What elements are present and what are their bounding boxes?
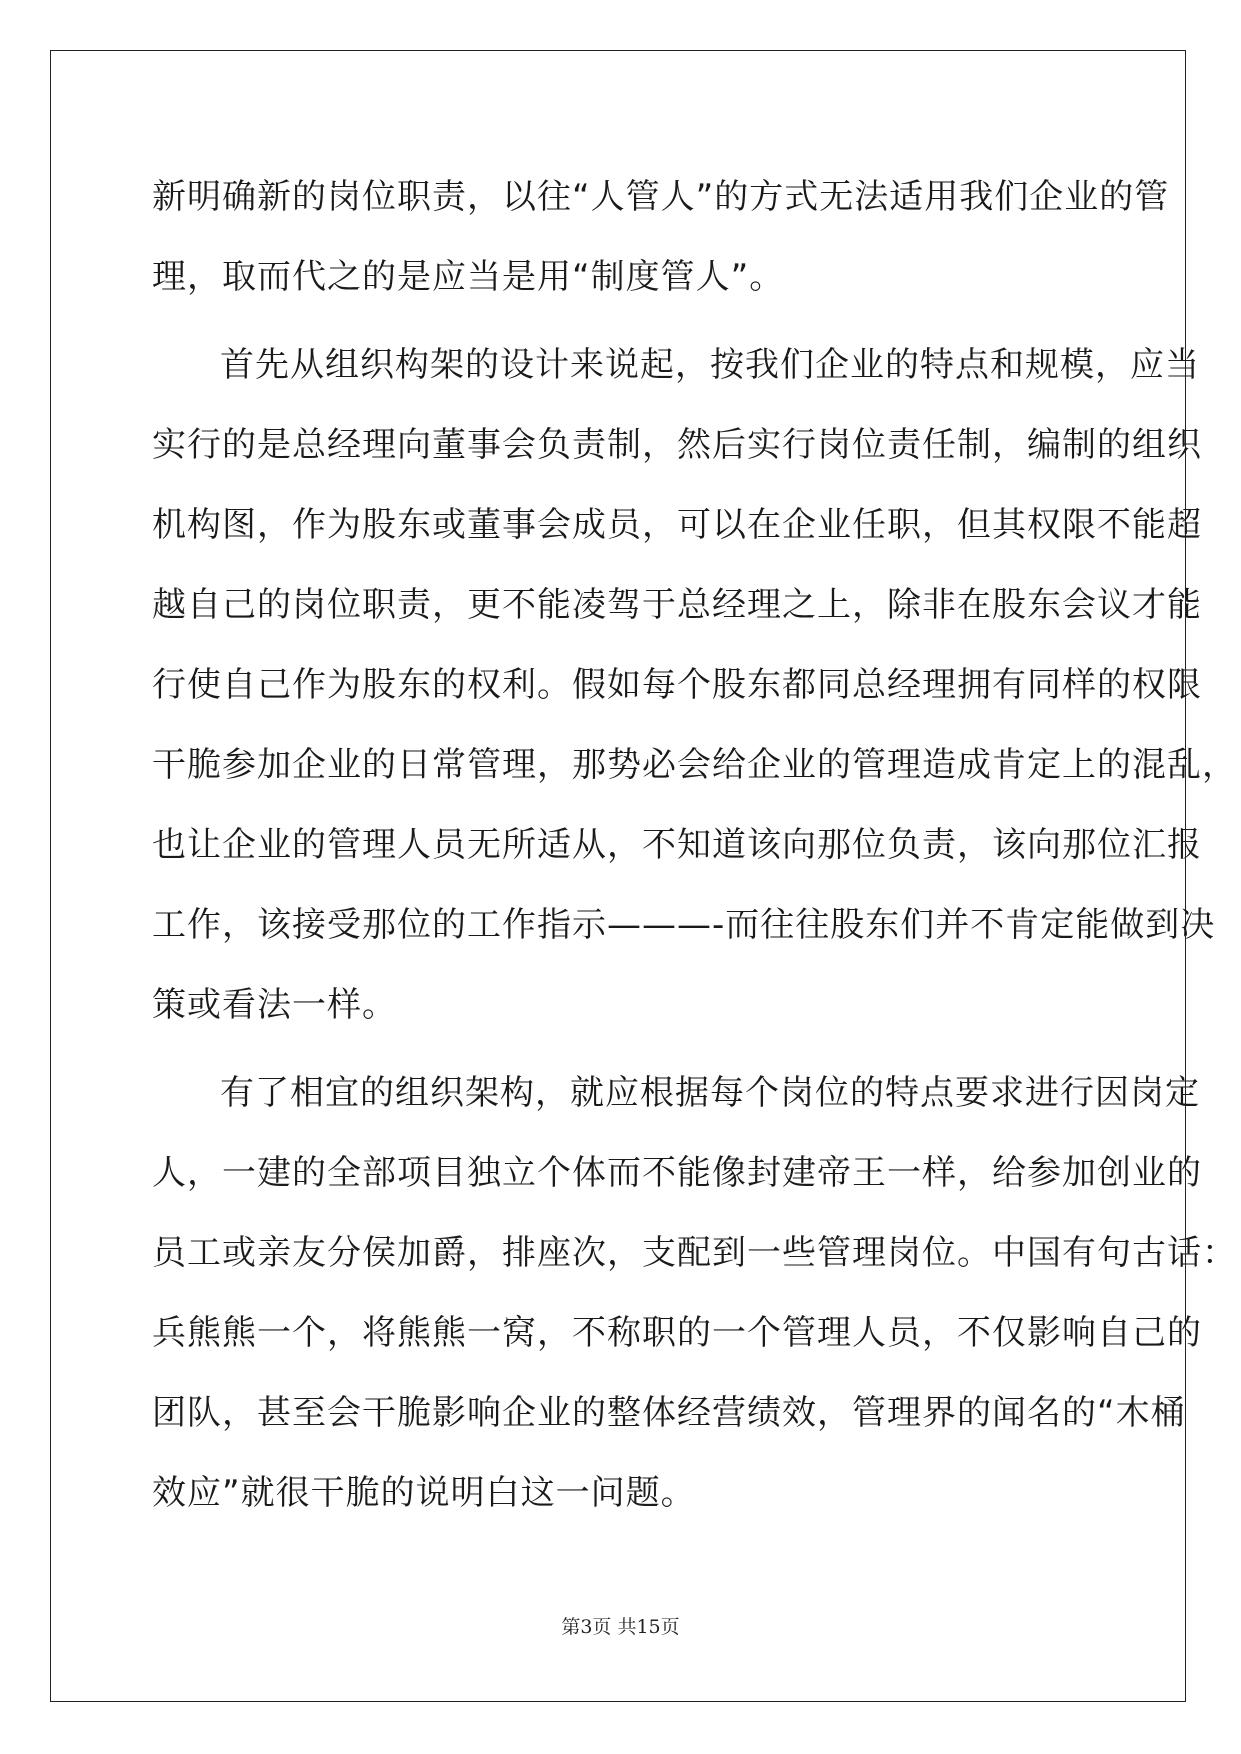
text-line: 兵熊熊一个，将熊熊一窝，不称职的一个管理人员，不仅影响自己的 [152,1313,1202,1353]
page-number-footer: 第3页 共15页 [561,1616,680,1638]
paragraph-3 [152,1053,1237,1533]
text-line: 效应”就很干脆的说明白这一问题。 [152,1473,696,1513]
text-line: 团队，甚至会干脆影响企业的整体经营绩效，管理界的闻名的“木桶 [152,1393,1186,1433]
text-line: 工作，该接受那位的工作指示———-而往往股东们并不肯定能做到决 [152,905,1216,945]
text-line: 员工或亲友分侯加爵，排座次，支配到一些管理岗位。中国有句古话： [152,1233,1237,1273]
text-line: 行使自己作为股东的权利。假如每个股东都同总经理拥有同样的权限 [152,665,1202,705]
text-line: 实行的是总经理向董事会负责制，然后实行岗位责任制，编制的组织 [152,425,1202,465]
text-line: 越自己的岗位职责，更不能凌驾于总经理之上，除非在股东会议才能 [152,585,1202,625]
text-line: 理，取而代之的是应当是用“制度管人”。 [152,257,785,297]
text-line: 干脆参加企业的日常管理，那势必会给企业的管理造成肯定上的混乱， [152,745,1237,785]
paragraph-1 [152,157,1170,317]
text-line: 也让企业的管理人员无所适从，不知道该向那位负责，该向那位汇报 [152,825,1202,865]
text-line: 机构图，作为股东或董事会成员，可以在企业任职，但其权限不能超 [152,505,1202,545]
paragraph-2 [152,325,1237,1045]
text-line: 人，一建的全部项目独立个体而不能像封建帝王一样，给参加创业的 [152,1153,1202,1193]
text-line: 新明确新的岗位职责，以往“人管人”的方式无法适用我们企业的管 [152,177,1170,217]
text-line: 首先从组织构架的设计来说起，按我们企业的特点和规模，应当 [220,345,1200,385]
text-line: 有了相宜的组织架构，就应根据每个岗位的特点要求进行因岗定 [220,1073,1200,1113]
document-body [152,157,1237,1541]
text-line: 策或看法一样。 [152,985,397,1025]
